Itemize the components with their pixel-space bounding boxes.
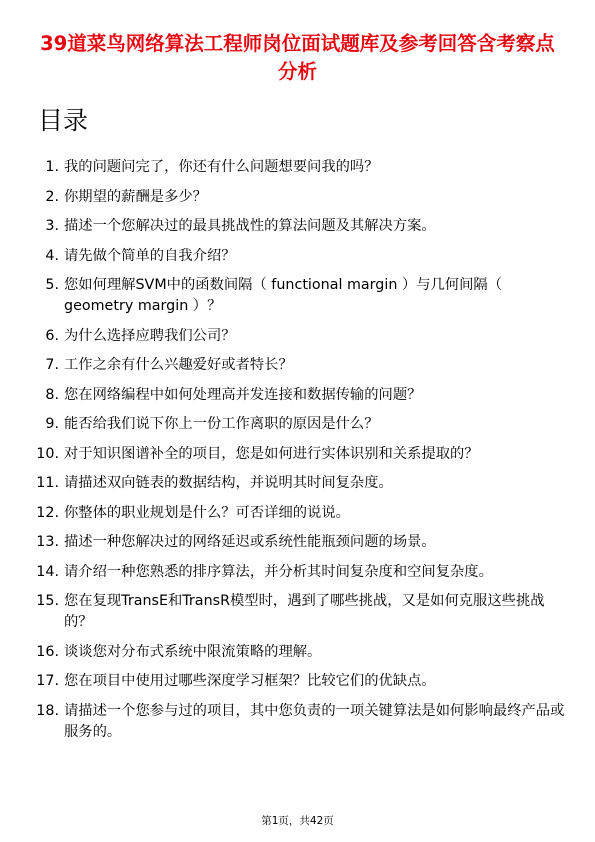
toc-item[interactable] — [30, 444, 570, 465]
page-footer: 第1页，共42页 — [261, 815, 334, 827]
toc-item-number: 12. — [36, 504, 59, 521]
toc-item[interactable] — [30, 642, 570, 663]
toc-item[interactable] — [30, 246, 570, 267]
toc-item-text[interactable]: 你期望的薪酬是多少？ — [64, 188, 207, 205]
toc-heading: 目录 — [38, 106, 89, 135]
toc-item-number: 3. — [45, 218, 59, 234]
toc-item-number: 16. — [36, 643, 59, 660]
toc-item[interactable] — [30, 591, 570, 633]
toc-item[interactable] — [30, 671, 570, 692]
toc-item-text[interactable]: 我的问题问完了，你还有什么问题想要问我的吗？ — [64, 159, 379, 175]
toc-item-text[interactable]: 请先做个简单的自我介绍？ — [64, 247, 236, 264]
toc-item-number: 14. — [36, 563, 59, 580]
toc-item-number: 5. — [45, 277, 59, 293]
toc-item-text[interactable]: 您在网络编程中如何处理高并发连接和数据传输的问题？ — [64, 386, 422, 403]
toc-item-number: 9. — [45, 416, 59, 432]
toc-item-text[interactable]: 描述一个您解决过的最具挑战性的算法问题及其解决方案。 — [64, 218, 436, 234]
toc-item-text[interactable]: 为什么选择应聘我们公司？ — [64, 327, 236, 344]
toc-item[interactable] — [30, 326, 570, 347]
toc-item-text[interactable]: 请介绍一种您熟悉的排序算法，并分析其时间复杂度和空间复杂度。 — [64, 563, 493, 580]
toc-item[interactable] — [30, 157, 570, 178]
toc-item-number: 8. — [45, 386, 59, 403]
toc-item[interactable] — [30, 216, 570, 237]
toc-item-text[interactable]: 您在项目中使用过哪些深度学习框架？比较它们的优缺点。 — [64, 673, 436, 689]
toc-item[interactable] — [30, 355, 570, 376]
toc-item[interactable] — [30, 187, 570, 208]
toc-item-number: 7. — [45, 357, 59, 373]
toc-item-number: 18. — [36, 702, 59, 719]
toc-item-number: 13. — [36, 534, 59, 550]
toc-item-text[interactable]: 能否给我们说下你上一份工作离职的原因是什么？ — [64, 416, 379, 432]
toc-item[interactable] — [30, 562, 570, 583]
toc-item[interactable] — [30, 532, 570, 553]
toc-item-number: 17. — [36, 673, 59, 689]
toc-item-text[interactable]: 谈谈您对分布式系统中限流策略的理解。 — [64, 643, 322, 660]
toc-item-number: 1. — [45, 159, 59, 175]
toc-item-number: 11. — [36, 475, 59, 491]
toc-item-number: 4. — [45, 247, 59, 264]
toc-item[interactable] — [30, 275, 570, 317]
toc-item-text[interactable]: 对于知识图谱补全的项目，您是如何进行实体识别和关系提取的？ — [64, 445, 479, 462]
toc-item-number: 6. — [45, 327, 59, 344]
toc-item[interactable] — [30, 503, 570, 524]
toc-item-text[interactable]: 请描述一个您参与过的项目，其中您负责的一项关键算法是如何影响最终产品或服务的。 — [64, 702, 565, 740]
toc-item-text[interactable]: 你整体的职业规划是什么？可否详细的说说。 — [64, 504, 350, 521]
toc-item-number: 15. — [36, 593, 59, 609]
toc-item-number: 10. — [36, 445, 59, 462]
toc-item[interactable] — [30, 473, 570, 494]
toc-item-number: 2. — [45, 188, 59, 205]
toc-list — [30, 157, 570, 751]
toc-item-text[interactable]: 您在复现TransE和TransR模型时，遇到了哪些挑战，又是如何克服这些挑战的？ — [64, 593, 545, 630]
toc-item-text[interactable]: 描述一种您解决过的网络延迟或系统性能瓶颈问题的场景。 — [64, 534, 436, 550]
toc-item-text[interactable]: 工作之余有什么兴趣爱好或者特长？ — [64, 357, 293, 373]
toc-item-text[interactable]: 请描述双向链表的数据结构，并说明其时间复杂度。 — [64, 475, 393, 491]
toc-item[interactable] — [30, 701, 570, 743]
toc-item[interactable] — [30, 414, 570, 435]
toc-item[interactable] — [30, 385, 570, 406]
toc-item-text[interactable]: 您如何理解SVM中的函数间隔（ functional margin ）与几何间隔（ geometry margin ）？ — [64, 277, 503, 314]
document-title: 39道菜鸟网络算法工程师岗位面试题库及参考回答含考察点分析 — [40, 32, 555, 83]
